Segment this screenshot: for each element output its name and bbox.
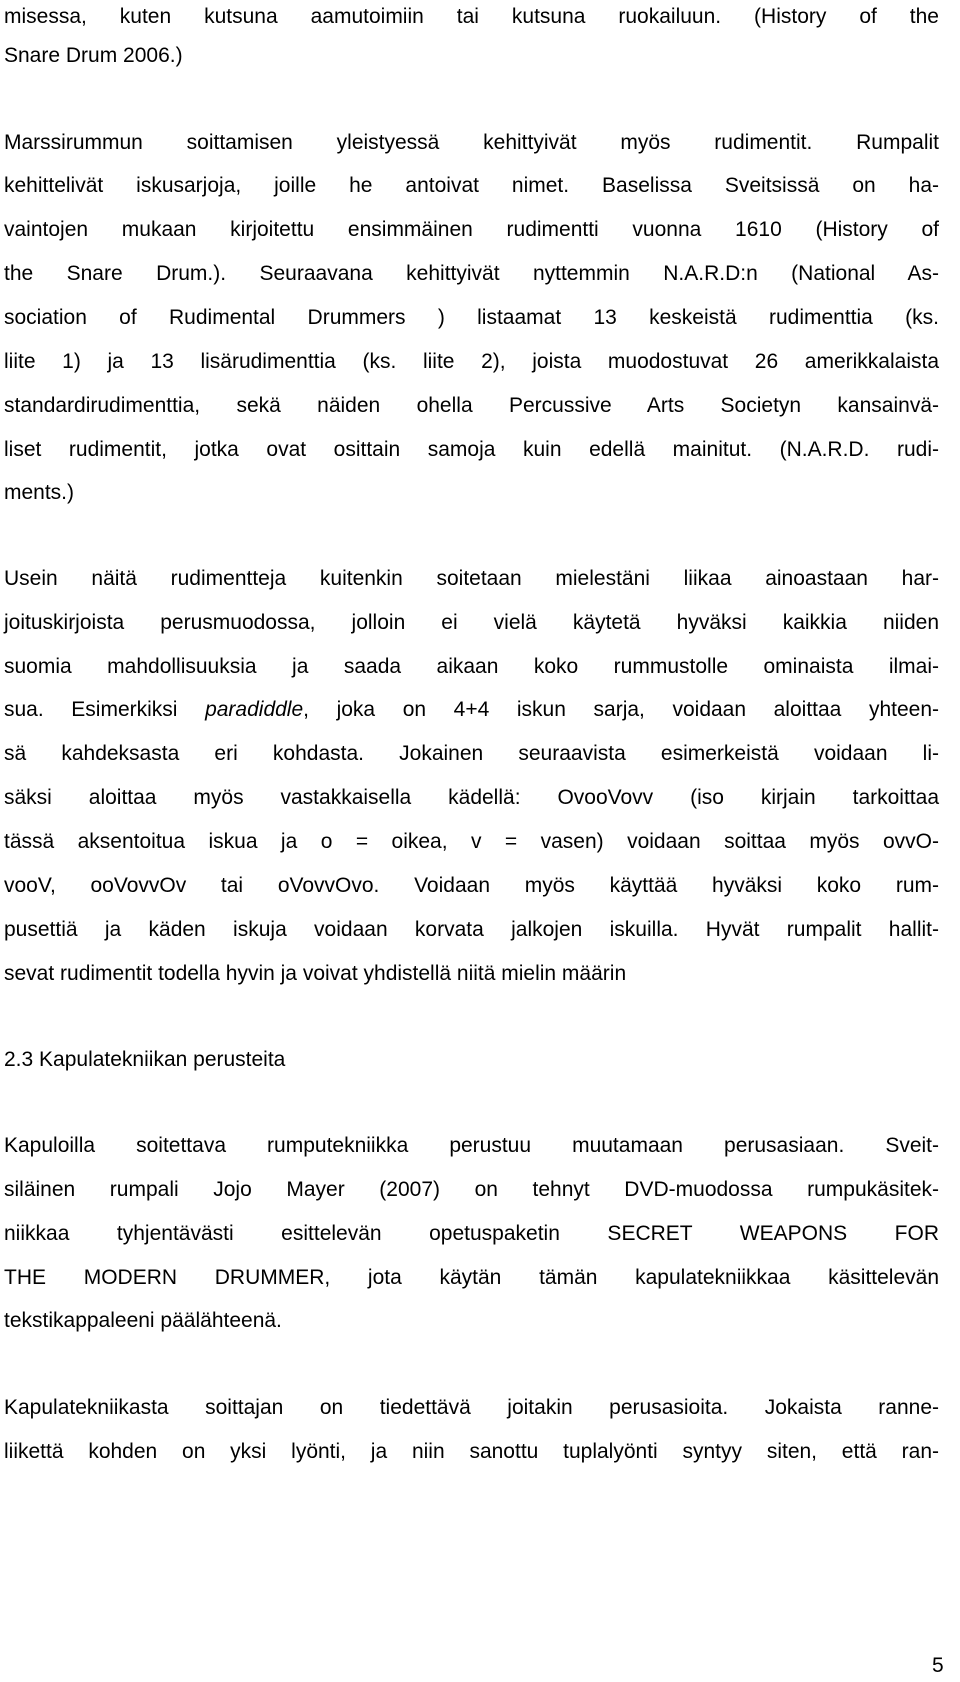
text-line: ments.) bbox=[4, 481, 75, 504]
text-line: vooV, ooVovvOv tai oVovvOvo. Voidaan myös käyttää hyväksi koko rum- bbox=[4, 874, 939, 897]
text-line: liikettä kohden on yksi lyönti, ja niin sanottu tuplalyönti syntyy siten, että ran- bbox=[4, 1440, 939, 1463]
text-line: sevat rudimentit todella hyvin ja voivat yhdistellä niitä mielin määrin bbox=[4, 962, 627, 985]
text-line: tässä aksentoitua iskua ja o = oikea, v = vasen) voidaan soittaa myös ovvO- bbox=[4, 830, 939, 853]
text-line: liset rudimentit, jotka ovat osittain samoja kuin edellä mainitut. (N.A.R.D. rudi- bbox=[4, 438, 939, 461]
text-line: suomia mahdollisuuksia ja saada aikaan koko rummustolle ominaista ilmai- bbox=[4, 655, 939, 678]
text-line-with-emphasis: sua. Esimerkiksi paradiddle, joka on 4+4 iskun sarja, voidaan aloittaa yhteen- bbox=[4, 698, 939, 721]
text-line: Kapuloilla soitettava rumputekniikka perustuu muutamaan perusasiaan. Sveit- bbox=[4, 1134, 939, 1157]
text-line: liite 1) ja 13 lisärudimenttia (ks. liite 2), joista muodostuvat 26 amerikkalaista bbox=[4, 350, 939, 373]
text-line: misessa, kuten kutsuna aamutoimiin tai kutsuna ruokailuun. (History of the bbox=[4, 5, 939, 28]
text-line: standardirudimenttia, sekä näiden ohella Percussive Arts Societyn kansainvä- bbox=[4, 394, 939, 417]
term-paradiddle: paradiddle bbox=[205, 698, 304, 721]
text-line: the Snare Drum.). Seuraavana kehittyivät nyttemmin N.A.R.D:n (National As- bbox=[4, 262, 939, 285]
page-number: 5 bbox=[932, 1654, 944, 1677]
text-line: siläinen rumpali Jojo Mayer (2007) on tehnyt DVD-muodossa rumpukäsitek- bbox=[4, 1178, 939, 1201]
text-line: tekstikappaleeni päälähteenä. bbox=[4, 1309, 282, 1332]
text-line: Kapulatekniikasta soittajan on tiedettävä joitakin perusasioita. Jokaista ranne- bbox=[4, 1396, 939, 1419]
text-line: vaintojen mukaan kirjoitettu ensimmäinen rudimentti vuonna 1610 (History of bbox=[4, 218, 939, 241]
text-line: pusettiä ja käden iskuja voidaan korvata jalkojen iskuilla. Hyvät rumpalit hallit- bbox=[4, 918, 939, 941]
section-heading: 2.3 Kapulatekniikan perusteita bbox=[4, 1048, 286, 1071]
text-line: sociation of Rudimental Drummers ) listaamat 13 keskeistä rudimenttia (ks. bbox=[4, 306, 939, 329]
text-line: kehittelivät iskusarjoja, joille he antoivat nimet. Baselissa Sveitsissä on ha- bbox=[4, 174, 939, 197]
text-line: niikkaa tyhjentävästi esittelevän opetuspaketin SECRET WEAPONS FOR bbox=[4, 1222, 939, 1245]
text-line: THE MODERN DRUMMER, jota käytän tämän kapulatekniikkaa käsittelevän bbox=[4, 1266, 939, 1289]
text-line: Usein näitä rudimentteja kuitenkin soitetaan mielestäni liikaa ainoastaan har- bbox=[4, 567, 939, 590]
text-line: Snare Drum 2006.) bbox=[4, 44, 183, 67]
text-line: sä kahdeksasta eri kohdasta. Jokainen seuraavista esimerkeistä voidaan li- bbox=[4, 742, 939, 765]
text-line: säksi aloittaa myös vastakkaisella kädellä: OvooVovv (iso kirjain tarkoittaa bbox=[4, 786, 939, 809]
text-line: joituskirjoista perusmuodossa, jolloin ei vielä käytetä hyväksi kaikkia niiden bbox=[4, 611, 939, 634]
text-line: Marssirummun soittamisen yleistyessä kehittyivät myös rudimentit. Rumpalit bbox=[4, 131, 939, 154]
